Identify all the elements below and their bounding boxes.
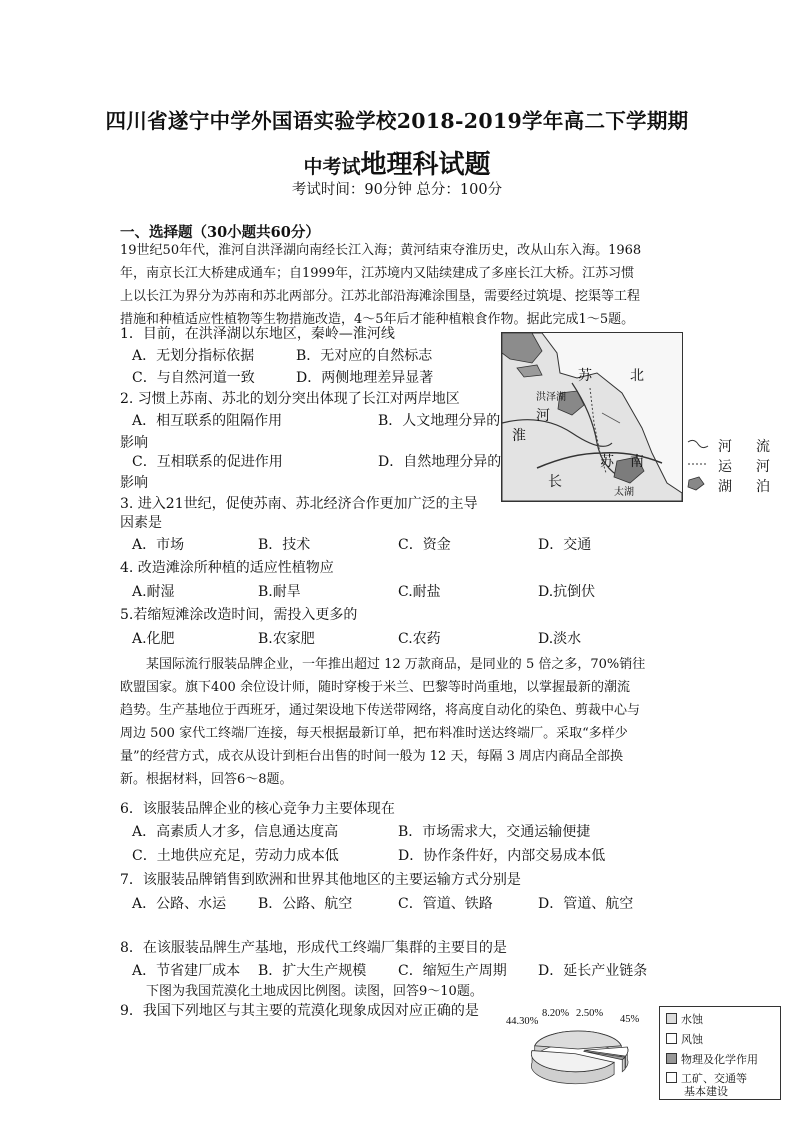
- question-8-stem: 8．在该服装品牌生产基地，形成代工终端厂集群的主要目的是: [120, 940, 507, 956]
- map-legend-river-a: 河: [718, 439, 732, 455]
- question-5-option-a: A.化肥: [132, 631, 175, 647]
- passage-1-line: 年，南京长江大桥建成通车；自1999年，江苏境内又陆续建成了多座长江大桥。江苏习惯: [120, 266, 635, 281]
- question-5-stem: 5.若缩短滩涂改造时间，需投入更多的: [120, 607, 358, 623]
- jiangsu-map: [501, 332, 683, 502]
- pie-label-wind: 8.20%: [542, 1008, 570, 1019]
- intro-9-10: 下图为我国荒漠化土地成因比例图。读图，回答9～10题。: [146, 984, 483, 999]
- pie-legend-item: [666, 1051, 758, 1067]
- question-8-option-a: A．节省建厂成本: [132, 963, 241, 979]
- question-4-stem: 4. 改造滩涂所种植的适应性植物应: [120, 560, 334, 576]
- pie-label-chem: 2.50%: [576, 1008, 604, 1019]
- map-label-taihu: 太湖: [614, 487, 634, 498]
- map-label-su2: 苏: [600, 454, 614, 470]
- map-legend-canal-a: 运: [718, 459, 732, 475]
- map-label-bei: 北: [630, 368, 644, 384]
- question-4-option-a: A.耐湿: [132, 584, 175, 600]
- question-3-option-c: C．资金: [398, 537, 451, 553]
- exam-info: 考试时间：90分钟 总分：100分: [291, 182, 503, 198]
- question-2-option-a: A．相互联系的阻隔作用: [132, 413, 283, 429]
- legend-swatch: [666, 1033, 677, 1044]
- question-7-option-d: D．管道、航空: [538, 896, 634, 912]
- map-label-nan: 南: [630, 454, 644, 470]
- question-7-stem: 7．该服装品牌销售到欧洲和世界其他地区的主要运输方式分别是: [120, 872, 521, 888]
- question-2-stem: 2. 习惯上苏南、苏北的划分突出体现了长江对两岸地区: [120, 391, 460, 407]
- question-5-option-d: D.淡水: [538, 631, 582, 647]
- map-label-hongze: 洪泽湖: [536, 392, 566, 403]
- map-label-su: 苏: [578, 368, 592, 384]
- passage-1-line: 19世纪50年代，淮河自洪泽湖向南经长江入海；黄河结束夺淮历史，改从山东入海。1968: [120, 243, 642, 258]
- question-7-option-b: B．公路、航空: [258, 896, 353, 912]
- question-1-option-b: B．无对应的自然标志: [296, 348, 433, 364]
- question-3-option-a: A．市场: [132, 537, 185, 553]
- exam-title-subject: 地理科试题: [360, 150, 491, 180]
- passage-1-line: 上以长江为界分为苏南和苏北两部分。江苏北部沿海滩涂围垦，需要经过筑堤、挖渠等工程: [120, 289, 641, 304]
- question-1-option-c: C．与自然河道一致: [132, 370, 255, 386]
- question-6-option-b: B．市场需求大，交通运输便捷: [398, 824, 591, 840]
- question-7-option-a: A．公路、水运: [132, 896, 227, 912]
- exam-title-line1: 四川省遂宁中学外国语实验学校2018-2019学年高二下学期期: [105, 109, 689, 133]
- passage-1: [120, 239, 680, 331]
- map-label-he: 河: [536, 408, 550, 424]
- exam-title-prefix: 中考试: [303, 156, 361, 178]
- pie-legend: [659, 1006, 781, 1100]
- question-4-option-d: D.抗倒伏: [538, 584, 596, 600]
- jiangsu-map-drawing: [502, 333, 682, 501]
- exam-title-line2: [0, 144, 794, 181]
- map-legend-canal-b: 河: [756, 459, 770, 475]
- map-legend-lake-a: 湖: [718, 479, 732, 495]
- legend-label: 物理及化学作用: [681, 1053, 758, 1066]
- question-8-option-b: B．扩大生产规模: [258, 963, 367, 979]
- question-3-stem: 3. 进入21世纪，促使苏南、苏北经济合作更加广泛的主导: [120, 496, 478, 512]
- question-8-option-d: D．延长产业链条: [538, 963, 648, 979]
- passage-2-line: 周边 500 家代工终端厂连接，每天根据最新订单，把布料准时送达终端厂。采取“多样少: [120, 726, 628, 741]
- question-1-stem: 1．目前，在洪泽湖以东地区，秦岭—淮河线: [120, 326, 395, 342]
- question-2-option-c: C．互相联系的促进作用: [132, 454, 283, 470]
- map-label-huai: 淮: [512, 428, 526, 444]
- pie-legend-item: [666, 1011, 703, 1027]
- passage-2: [120, 653, 680, 791]
- question-6-option-d: D．协作条件好，内部交易成本低: [398, 848, 606, 864]
- question-2-option-d: D．自然地理分异的: [378, 454, 502, 470]
- legend-swatch: [666, 1053, 677, 1064]
- passage-1-line: 措施和种植适应性植物等生物措施改造，4～5年后才能种植粮食作物。据此完成1～5题。: [120, 312, 635, 327]
- question-3-stem-cont: 因素是: [120, 515, 162, 531]
- legend-label: 水蚀: [681, 1013, 703, 1026]
- question-7-option-c: C．管道、铁路: [398, 896, 493, 912]
- question-3-option-d: D．交通: [538, 537, 592, 553]
- question-5-option-c: C.农药: [398, 631, 441, 647]
- passage-2-line: 欧盟国家。旗下400 余位设计师，随时穿梭于米兰、巴黎等时尚重地，以掌握最新的潮流: [120, 680, 630, 695]
- question-4-option-b: B.耐旱: [258, 584, 301, 600]
- question-2-option-d-cont: 影响: [120, 475, 148, 491]
- pie-label-water: 44.30%: [506, 1016, 539, 1027]
- passage-2-line: 新。根据材料，回答6～8题。: [120, 772, 293, 787]
- pie-slice: [535, 1031, 622, 1049]
- question-1-option-d: D．两侧地理差异显著: [296, 370, 434, 386]
- legend-swatch: [666, 1013, 677, 1024]
- question-2-option-b-cont: 影响: [120, 435, 148, 451]
- map-legend-river-b: 流: [756, 439, 770, 455]
- desertification-pie-chart: [506, 1008, 656, 1088]
- question-9-stem: 9．我国下列地区与其主要的荒漠化现象成因对应正确的是: [120, 1003, 479, 1019]
- legend-swatch: [666, 1072, 677, 1083]
- question-6-option-a: A．高素质人才多，信息通达度高: [132, 824, 339, 840]
- question-6-stem: 6．该服装品牌企业的核心竞争力主要体现在: [120, 801, 395, 817]
- question-4-option-c: C.耐盐: [398, 584, 441, 600]
- question-3-option-b: B．技术: [258, 537, 311, 553]
- question-2-option-b: B．人文地理分异的: [378, 413, 501, 429]
- legend-label: 风蚀: [681, 1033, 703, 1046]
- passage-2-line: 量”的经营方式，成衣从设计到柜台出售的时间一般为 12 天，每隔 3 周店内商品全部换: [120, 749, 623, 764]
- question-1-option-a: A．无划分指标依据: [132, 348, 255, 364]
- map-legend: [684, 436, 784, 498]
- pie-legend-item: [666, 1031, 703, 1047]
- passage-2-line: 某国际流行服装品牌企业，一年推出超过 12 万款商品，是同业的 5 倍之多，70%销往: [146, 657, 646, 672]
- legend-label: 工矿、交通等: [681, 1072, 747, 1085]
- pie-legend-item-cont: 基本建设: [684, 1085, 728, 1098]
- question-8-option-c: C．缩短生产周期: [398, 963, 507, 979]
- passage-2-line: 趋势。生产基地位于西班牙，通过架设地下传送带网络，将高度自动化的染色、剪裁中心与: [120, 703, 641, 718]
- map-label-chang: 长: [548, 474, 562, 490]
- section-heading: 一、选择题（30小题共60分）: [120, 224, 320, 241]
- question-5-option-b: B.农家肥: [258, 631, 315, 647]
- pie-label-construction: 45%: [620, 1014, 640, 1025]
- map-legend-lake-b: 泊: [756, 479, 770, 495]
- question-6-option-c: C．土地供应充足，劳动力成本低: [132, 848, 339, 864]
